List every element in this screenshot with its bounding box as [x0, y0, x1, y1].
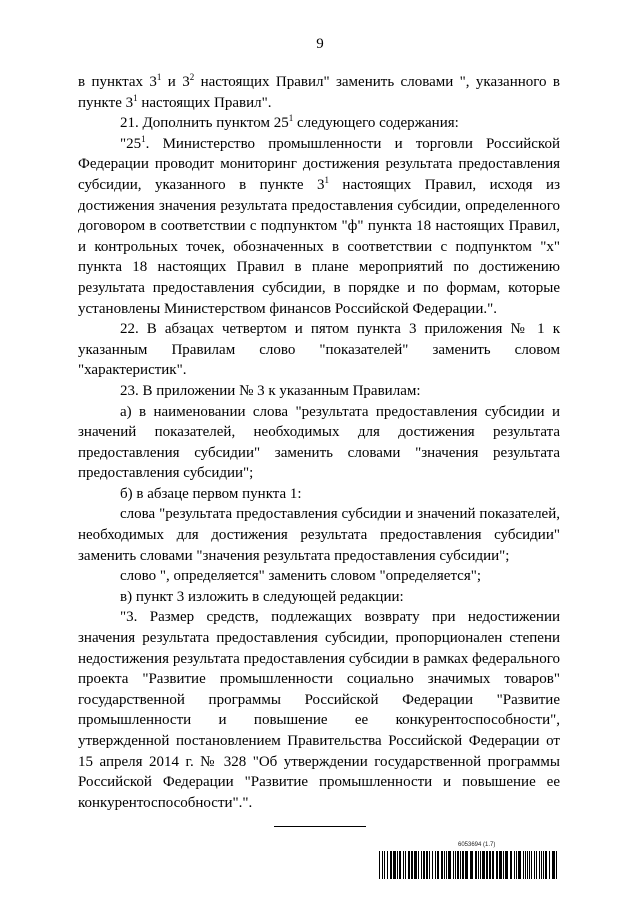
footer-divider — [274, 826, 366, 827]
paragraph-word-replacement: слово ", определяется" заменить словом "определяется"; — [120, 568, 482, 585]
barcode-label: 6053694 (1.7) — [458, 842, 496, 848]
paragraph-words-replacement: слова "результата предоставления субсидии и значений показателей, необходимых для достижения результата предоставления субсидии" заменить словами "значения результата предоставления субсидии"; — [78, 506, 560, 564]
paragraph-point-3-text: "3. Размер средств, подлежащих возврату при недостижении значения результата предоставления субсидии, пропорционален степени недостижения результата предоставления субсидии в рамках федерального проекта "Развитие промышленности социально значимых товаров" государственной программы Российской Федерации "Развитие промышленности и повышение ее конкурентоспособности", утвержденной постановлением Правительства Российской Федерации от 15 апреля 2014 г. № 328 "Об утверждении государственной программы Российской Федерации "Развитие промышленности и повышение ее конкурентоспособности".". — [78, 609, 560, 811]
paragraph-subitem-b: б) в абзаце первом пункта 1: — [120, 485, 302, 502]
document-body — [78, 72, 560, 813]
page-number: 9 — [316, 36, 324, 52]
paragraph-continuation: в пунктах $3^1$ и $3^2$ настоящих Правил" заменить словами ", указанного в пункте $3^1$ настоящих Правил". — [78, 72, 561, 111]
paragraph-subitem-v: в) пункт 3 изложить в следующей редакции: — [120, 588, 404, 605]
barcode-image — [379, 851, 559, 879]
paragraph-point-25-1: "$25^1$. Министерство промышленности и торговли Российской Федерации проводит мониторинг достижения результата предоставления субсидии, указанного в пункте $3^1$ настоящих Правил, исходя из достижения значения результата предоставления субсидии, определенного договором в соответствии с подпунктом "ф" пункта 18 настоящих Правил, и контрольных точек, обозначенных в соответствии с подпунктом "х" пункта 18 настоящих Правил в плане мероприятий по достижению результата предоставления субсидии, в порядке и по формам, которые установлены Министерством финансов Российской Федерации.". — [78, 133, 560, 317]
paragraph-subitem-a: а) в наименовании слова "результата предоставления субсидии и значений показателей, необходимых для достижения результата предоставления субсидии" заменить словами "значения результата предоставления субсидии"; — [78, 403, 560, 482]
paragraph-item-22: 22. В абзацах четвертом и пятом пункта 3 приложения № 1 к указанным Правилам слово "показателей" заменить словом "характеристик". — [78, 321, 560, 379]
paragraph-item-21: 21. Дополнить пунктом $25^1$ следующего содержания: — [120, 113, 459, 132]
paragraph-item-23: 23. В приложении № 3 к указанным Правилам: — [120, 382, 421, 399]
